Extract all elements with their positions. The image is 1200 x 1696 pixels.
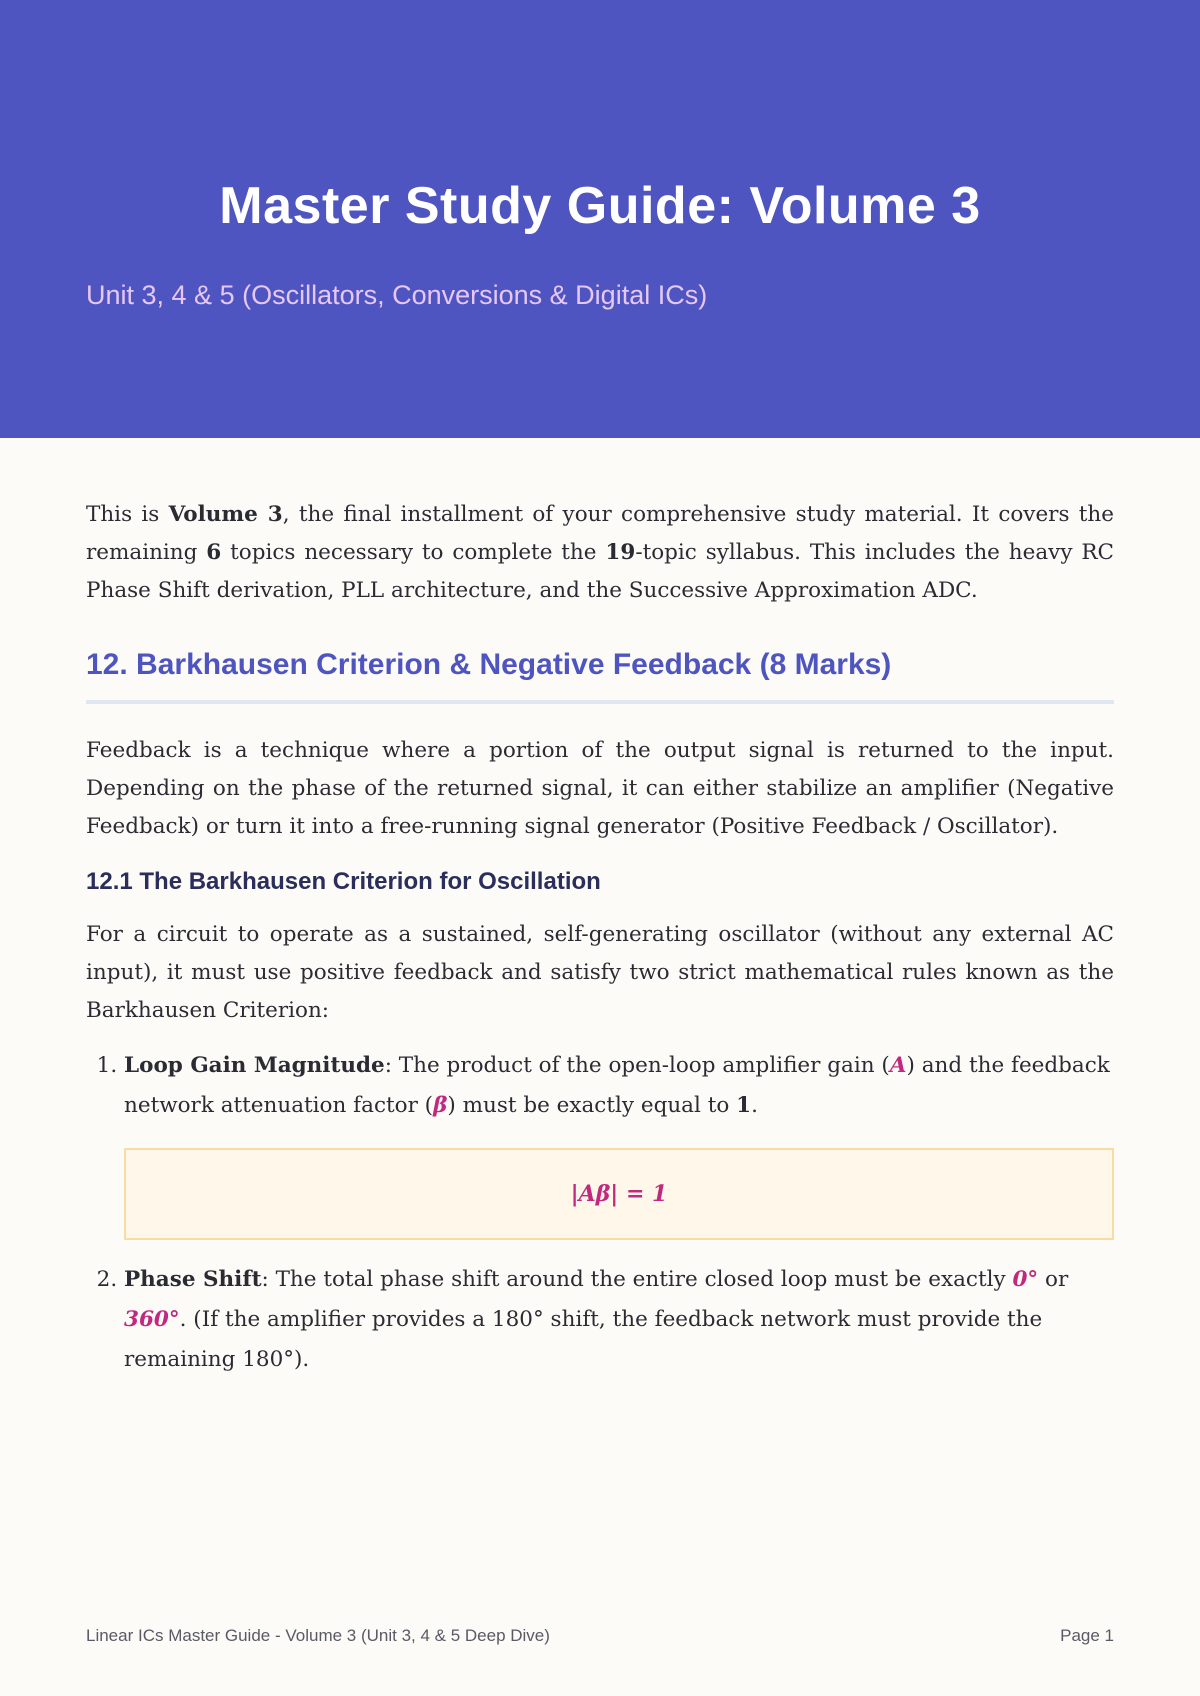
- intro-bold-count: 6: [206, 540, 222, 565]
- item-text: ) must be exactly equal to: [447, 1093, 737, 1118]
- page-subtitle: Unit 3, 4 & 5 (Oscillators, Conversions & Digital ICs): [86, 280, 708, 310]
- item-text: ) and the feedback network attenuation factor (: [124, 1053, 1110, 1118]
- item-text: : The total phase shift around the entire closed loop must be exactly: [261, 1267, 1013, 1292]
- intro-text: topics necessary to complete the: [221, 540, 606, 565]
- item-text: or: [1038, 1267, 1069, 1292]
- subsection-paragraph: For a circuit to operate as a sustained, self-generating oscillator (without any external AC input), it must use positive feedback and satisfy two strict mathematical rules known as the Barkhausen Criterion:: [86, 922, 1114, 1023]
- page-number: Page 1: [1060, 1626, 1114, 1645]
- item-label: Phase Shift: [124, 1267, 262, 1292]
- intro-text: This is: [86, 502, 169, 527]
- intro-text: -topic syllabus. This includes the heavy RC Phase Shift derivation, PLL architecture, and the Successive Approximation ADC.: [86, 540, 1114, 603]
- header-banner: [0, 0, 1200, 438]
- formula: |Aβ| = 1: [570, 1181, 668, 1207]
- symbol-zero-degrees: 0°: [1012, 1267, 1039, 1292]
- footer-title: Linear ICs Master Guide - Volume 3 (Unit 3, 4 & 5 Deep Dive): [86, 1626, 550, 1645]
- item-label: Loop Gain Magnitude: [124, 1053, 385, 1078]
- subsection-heading: 12.1 The Barkhausen Criterion for Oscillation: [86, 868, 601, 895]
- page-title: Master Study Guide: Volume 3: [219, 177, 981, 235]
- formula-box: [124, 1148, 1114, 1240]
- item-text: : The product of the open-loop amplifier gain (: [384, 1053, 890, 1078]
- criteria-list: [86, 1046, 1114, 1380]
- intro-text: , the final installment of your comprehensive study material. It covers the remaining: [86, 502, 1114, 565]
- list-item: [124, 1046, 1114, 1240]
- symbol-360-degrees: 360°: [124, 1307, 180, 1332]
- item-text: .: [751, 1093, 758, 1118]
- section-heading: 12. Barkhausen Criterion & Negative Feedback (8 Marks): [86, 648, 1114, 704]
- list-item: [124, 1260, 1114, 1380]
- intro-bold-total: 19: [605, 540, 636, 565]
- section-paragraph: Feedback is a technique where a portion of the output signal is returned to the input. Depending on the phase of the returned signal, it can either stabilize an amplifier (Negative Feedback) or turn it into a free-running signal generator (Positive Feedback / Oscillator).: [86, 738, 1114, 839]
- intro-bold-volume: Volume 3: [168, 502, 283, 527]
- item-text: . (If the amplifier provides a 180° shift, the feedback network must provide the remaining 180°).: [124, 1307, 1043, 1372]
- intro-paragraph: [86, 496, 1114, 610]
- item-bold-value: 1: [736, 1093, 752, 1118]
- symbol-beta: β: [433, 1093, 448, 1118]
- document-body: [86, 496, 1114, 1394]
- symbol-gain: A: [889, 1053, 907, 1078]
